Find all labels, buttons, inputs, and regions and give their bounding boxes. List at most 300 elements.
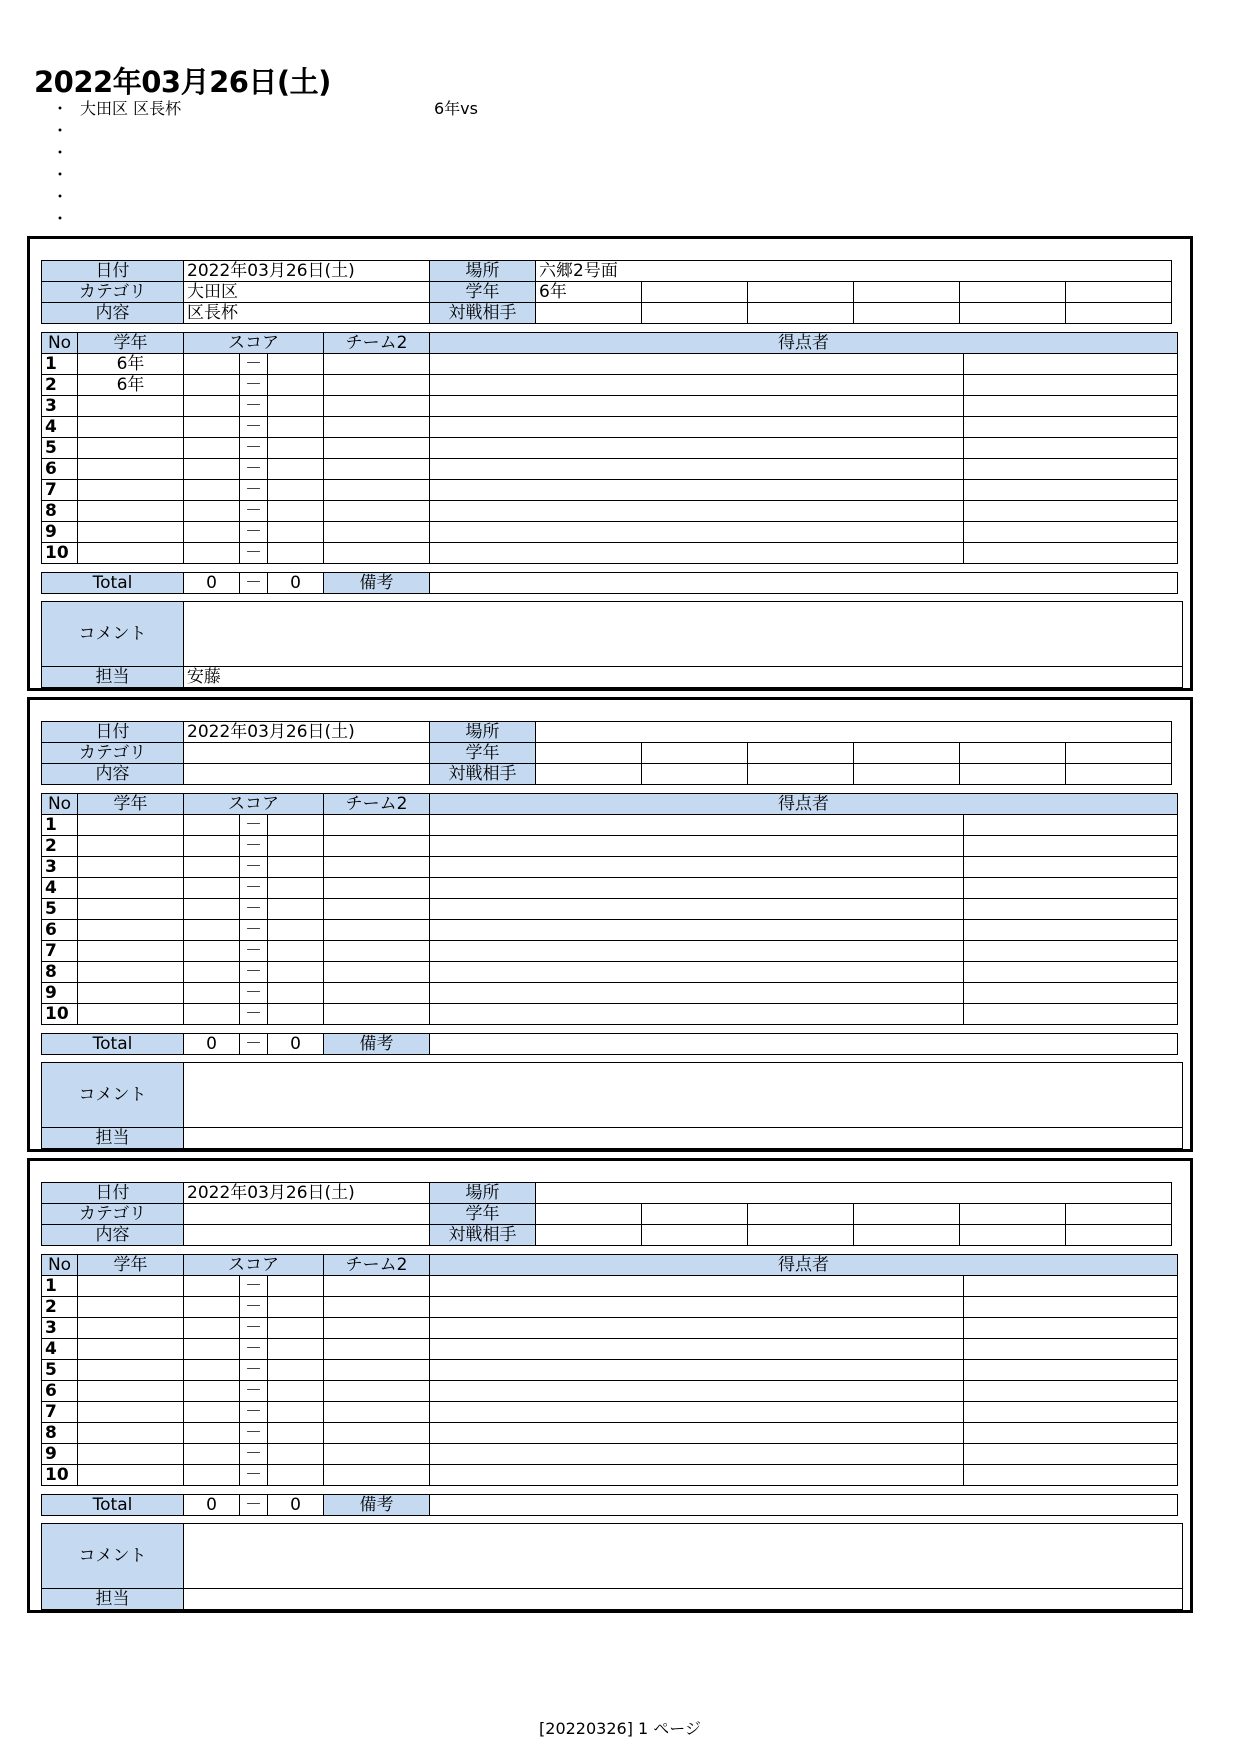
- score-right[interactable]: [268, 962, 324, 983]
- match-grade[interactable]: [78, 522, 184, 543]
- scorer-extra-cell[interactable]: [964, 920, 1178, 941]
- match-grade[interactable]: [78, 1339, 184, 1360]
- opponent-extra-cell[interactable]: [748, 1225, 854, 1246]
- scorer-cell[interactable]: [430, 1318, 964, 1339]
- opponent-extra-cell[interactable]: [1066, 303, 1172, 324]
- team2-cell[interactable]: [324, 878, 430, 899]
- opponent-label: 対戦相手: [430, 764, 536, 785]
- score-right[interactable]: [268, 1402, 324, 1423]
- date-value[interactable]: 2022年03月26日(土): [184, 1183, 430, 1204]
- grade-extra-cell[interactable]: [642, 282, 748, 303]
- table-row: [42, 501, 1178, 522]
- team2-cell[interactable]: [324, 417, 430, 438]
- match-grade[interactable]: [78, 1297, 184, 1318]
- score-dash: －: [240, 962, 268, 983]
- score-left[interactable]: [184, 438, 240, 459]
- grade-extra-cell[interactable]: [960, 1204, 1066, 1225]
- match-grade[interactable]: [78, 1381, 184, 1402]
- table-row: [42, 1360, 1178, 1381]
- grade-extra-cell[interactable]: [1066, 282, 1172, 303]
- score-right[interactable]: [268, 1444, 324, 1465]
- grade-extra-cell[interactable]: [960, 282, 1066, 303]
- team2-cell[interactable]: [324, 1276, 430, 1297]
- opponent-extra-cell[interactable]: [642, 1225, 748, 1246]
- scorer-extra-cell[interactable]: [964, 962, 1178, 983]
- score-right[interactable]: [268, 375, 324, 396]
- match-grade[interactable]: [78, 1318, 184, 1339]
- scorer-cell[interactable]: [430, 857, 964, 878]
- scorer-extra-cell[interactable]: [964, 815, 1178, 836]
- team2-cell[interactable]: [324, 396, 430, 417]
- category-label: カテゴリ: [42, 282, 184, 303]
- score-left[interactable]: [184, 1318, 240, 1339]
- score-right[interactable]: [268, 354, 324, 375]
- score-right[interactable]: [268, 920, 324, 941]
- table-row: [42, 962, 1178, 983]
- score-right[interactable]: [268, 878, 324, 899]
- team2-cell[interactable]: [324, 1423, 430, 1444]
- score-left[interactable]: [184, 962, 240, 983]
- score-right[interactable]: [268, 396, 324, 417]
- scorer-extra-cell[interactable]: [964, 1381, 1178, 1402]
- opponent-extra-cell[interactable]: [748, 303, 854, 324]
- team2-cell[interactable]: [324, 941, 430, 962]
- score-left[interactable]: [184, 836, 240, 857]
- table-row: [42, 1402, 1178, 1423]
- match-grade[interactable]: [78, 857, 184, 878]
- scorer-cell[interactable]: [430, 1402, 964, 1423]
- score-right[interactable]: [268, 1339, 324, 1360]
- score-right[interactable]: [268, 836, 324, 857]
- match-grade[interactable]: [78, 396, 184, 417]
- opponent-extra-cell[interactable]: [642, 303, 748, 324]
- team2-cell[interactable]: [324, 1360, 430, 1381]
- scorer-cell[interactable]: [430, 836, 964, 857]
- score-dash: －: [240, 941, 268, 962]
- score-right[interactable]: [268, 438, 324, 459]
- team2-cell[interactable]: [324, 1004, 430, 1025]
- scorer-extra-cell[interactable]: [964, 1360, 1178, 1381]
- match-no: 7: [42, 480, 78, 501]
- category-value[interactable]: 大田区: [184, 282, 430, 303]
- match-grade[interactable]: 6年: [78, 354, 184, 375]
- table-row: [42, 1444, 1178, 1465]
- team2-cell[interactable]: [324, 375, 430, 396]
- opponent-label: 対戦相手: [430, 303, 536, 324]
- score-left[interactable]: [184, 543, 240, 564]
- team2-cell[interactable]: [324, 1318, 430, 1339]
- opponent-extra-cell[interactable]: [960, 1225, 1066, 1246]
- category-label: カテゴリ: [42, 1204, 184, 1225]
- scorer-cell[interactable]: [430, 522, 964, 543]
- scorer-extra-cell[interactable]: [964, 1297, 1178, 1318]
- team2-cell[interactable]: [324, 480, 430, 501]
- score-left[interactable]: [184, 417, 240, 438]
- date-label: 日付: [42, 261, 184, 282]
- score-right[interactable]: [268, 1318, 324, 1339]
- score-left[interactable]: [184, 983, 240, 1004]
- scorer-cell[interactable]: [430, 899, 964, 920]
- col-score: スコア: [184, 1255, 324, 1276]
- score-right[interactable]: [268, 501, 324, 522]
- scorer-extra-cell[interactable]: [964, 1318, 1178, 1339]
- match-grade[interactable]: [78, 480, 184, 501]
- scorer-extra-cell[interactable]: [964, 1423, 1178, 1444]
- score-left[interactable]: [184, 522, 240, 543]
- score-dash: －: [240, 1423, 268, 1444]
- scorer-cell[interactable]: [430, 1381, 964, 1402]
- match-grade[interactable]: [78, 941, 184, 962]
- score-left[interactable]: [184, 1297, 240, 1318]
- content-value[interactable]: 区長杯: [184, 303, 430, 324]
- scorer-extra-cell[interactable]: [964, 459, 1178, 480]
- score-left[interactable]: [184, 899, 240, 920]
- match-grade[interactable]: [78, 815, 184, 836]
- opponent-extra-cell[interactable]: [960, 303, 1066, 324]
- totals-table: [41, 1494, 1178, 1516]
- table-row: [42, 543, 1178, 564]
- score-left[interactable]: [184, 1423, 240, 1444]
- scorer-cell[interactable]: [430, 1360, 964, 1381]
- place-value[interactable]: [536, 1183, 1172, 1204]
- category-value[interactable]: [184, 1204, 430, 1225]
- scorer-extra-cell[interactable]: [964, 438, 1178, 459]
- scorer-cell[interactable]: [430, 878, 964, 899]
- scorer-extra-cell[interactable]: [964, 543, 1178, 564]
- scorer-extra-cell[interactable]: [964, 857, 1178, 878]
- score-right[interactable]: [268, 1297, 324, 1318]
- opponent-extra-cell[interactable]: [1066, 764, 1172, 785]
- scorer-cell[interactable]: [430, 459, 964, 480]
- team2-cell[interactable]: [324, 543, 430, 564]
- score-dash: －: [240, 815, 268, 836]
- remarks-value[interactable]: [430, 1034, 1178, 1055]
- table-row: [42, 1465, 1178, 1486]
- scorer-cell[interactable]: [430, 920, 964, 941]
- score-left[interactable]: [184, 1004, 240, 1025]
- scorer-extra-cell[interactable]: [964, 417, 1178, 438]
- remarks-value[interactable]: [430, 1495, 1178, 1516]
- match-grade[interactable]: [78, 1444, 184, 1465]
- match-grade[interactable]: 6年: [78, 375, 184, 396]
- team2-cell[interactable]: [324, 962, 430, 983]
- scorer-cell[interactable]: [430, 501, 964, 522]
- grade-extra-cell[interactable]: [854, 1204, 960, 1225]
- opponent-value[interactable]: [536, 1225, 642, 1246]
- scorer-extra-cell[interactable]: [964, 396, 1178, 417]
- team2-cell[interactable]: [324, 1444, 430, 1465]
- opponent-extra-cell[interactable]: [854, 764, 960, 785]
- scorer-cell[interactable]: [430, 983, 964, 1004]
- scorer-cell[interactable]: [430, 354, 964, 375]
- page-footer: [20220326] 1 ページ: [539, 1719, 701, 1738]
- scorer-extra-cell[interactable]: [964, 375, 1178, 396]
- scorer-extra-cell[interactable]: [964, 522, 1178, 543]
- team2-cell[interactable]: [324, 920, 430, 941]
- opponent-extra-cell[interactable]: [960, 764, 1066, 785]
- match-no: 6: [42, 459, 78, 480]
- table-row: [42, 522, 1178, 543]
- scorer-cell[interactable]: [430, 1276, 964, 1297]
- score-left[interactable]: [184, 501, 240, 522]
- team2-cell[interactable]: [324, 1381, 430, 1402]
- team2-cell[interactable]: [324, 857, 430, 878]
- score-left[interactable]: [184, 1276, 240, 1297]
- date-value[interactable]: 2022年03月26日(土): [184, 722, 430, 743]
- score-left[interactable]: [184, 459, 240, 480]
- match-grade[interactable]: [78, 1276, 184, 1297]
- person-value[interactable]: [183, 1128, 1182, 1149]
- table-header-row: [42, 333, 1178, 354]
- opponent-extra-cell[interactable]: [854, 303, 960, 324]
- grade-extra-cell[interactable]: [642, 743, 748, 764]
- place-value[interactable]: 六郷2号面: [536, 261, 1172, 282]
- score-left[interactable]: [184, 878, 240, 899]
- person-label: 担当: [42, 667, 184, 688]
- match-no: 3: [42, 857, 78, 878]
- scorer-extra-cell[interactable]: [964, 899, 1178, 920]
- grade-extra-cell[interactable]: [642, 1204, 748, 1225]
- match-grade[interactable]: [78, 501, 184, 522]
- place-value[interactable]: [536, 722, 1172, 743]
- grade-value[interactable]: [536, 743, 642, 764]
- place-label: 場所: [430, 1183, 536, 1204]
- scorer-cell[interactable]: [430, 1444, 964, 1465]
- match-grade[interactable]: [78, 962, 184, 983]
- comment-value[interactable]: [183, 602, 1182, 667]
- score-dash: －: [240, 1360, 268, 1381]
- grade-value[interactable]: [536, 1204, 642, 1225]
- score-right[interactable]: [268, 815, 324, 836]
- scorer-extra-cell[interactable]: [964, 354, 1178, 375]
- total-label: Total: [42, 1495, 184, 1516]
- opponent-extra-cell[interactable]: [854, 1225, 960, 1246]
- score-right[interactable]: [268, 899, 324, 920]
- opponent-extra-cell[interactable]: [1066, 1225, 1172, 1246]
- person-value[interactable]: [183, 1589, 1182, 1610]
- comment-value[interactable]: [183, 1063, 1182, 1128]
- score-left[interactable]: [184, 1465, 240, 1486]
- col-team2: チーム2: [324, 794, 430, 815]
- score-dash: －: [240, 543, 268, 564]
- match-no: 9: [42, 983, 78, 1004]
- scorer-extra-cell[interactable]: [964, 878, 1178, 899]
- grade-extra-cell[interactable]: [748, 743, 854, 764]
- score-right[interactable]: [268, 480, 324, 501]
- score-right[interactable]: [268, 1004, 324, 1025]
- scorer-cell[interactable]: [430, 438, 964, 459]
- content-label: 内容: [42, 303, 184, 324]
- match-no: 2: [42, 836, 78, 857]
- scorer-extra-cell[interactable]: [964, 480, 1178, 501]
- scorer-cell[interactable]: [430, 1465, 964, 1486]
- score-left[interactable]: [184, 1402, 240, 1423]
- score-dash: －: [240, 983, 268, 1004]
- match-no: 10: [42, 543, 78, 564]
- team2-cell[interactable]: [324, 1465, 430, 1486]
- score-right[interactable]: [268, 1423, 324, 1444]
- remarks-label: 備考: [324, 1495, 430, 1516]
- grade-extra-cell[interactable]: [1066, 1204, 1172, 1225]
- comment-value[interactable]: [183, 1524, 1182, 1589]
- col-grade: 学年: [78, 794, 184, 815]
- team2-cell[interactable]: [324, 815, 430, 836]
- score-dash: －: [240, 878, 268, 899]
- scorer-extra-cell[interactable]: [964, 1276, 1178, 1297]
- score-left[interactable]: [184, 1444, 240, 1465]
- match-grade[interactable]: [78, 1423, 184, 1444]
- match-no: 6: [42, 1381, 78, 1402]
- team2-cell[interactable]: [324, 899, 430, 920]
- score-left[interactable]: [184, 920, 240, 941]
- scorer-cell[interactable]: [430, 962, 964, 983]
- content-value[interactable]: [184, 1225, 430, 1246]
- col-team2: チーム2: [324, 333, 430, 354]
- match-grade[interactable]: [78, 899, 184, 920]
- scorer-cell[interactable]: [430, 417, 964, 438]
- scorer-cell[interactable]: [430, 1423, 964, 1444]
- team2-cell[interactable]: [324, 1339, 430, 1360]
- scorer-extra-cell[interactable]: [964, 1339, 1178, 1360]
- scorer-extra-cell[interactable]: [964, 1444, 1178, 1465]
- match-grade[interactable]: [78, 983, 184, 1004]
- scorer-cell[interactable]: [430, 815, 964, 836]
- team2-cell[interactable]: [324, 1402, 430, 1423]
- table-row: [42, 1339, 1178, 1360]
- scorer-cell[interactable]: [430, 375, 964, 396]
- score-right[interactable]: [268, 1465, 324, 1486]
- score-right[interactable]: [268, 543, 324, 564]
- match-no: 4: [42, 878, 78, 899]
- grade-extra-cell[interactable]: [1066, 743, 1172, 764]
- score-dash: －: [240, 1402, 268, 1423]
- score-left[interactable]: [184, 857, 240, 878]
- match-grade[interactable]: [78, 438, 184, 459]
- score-right[interactable]: [268, 857, 324, 878]
- col-grade: 学年: [78, 333, 184, 354]
- match-no: 8: [42, 1423, 78, 1444]
- score-left[interactable]: [184, 375, 240, 396]
- team2-cell[interactable]: [324, 501, 430, 522]
- match-grade[interactable]: [78, 1360, 184, 1381]
- match-grade[interactable]: [78, 459, 184, 480]
- team2-cell[interactable]: [324, 1297, 430, 1318]
- team2-cell[interactable]: [324, 522, 430, 543]
- match-grade[interactable]: [78, 1402, 184, 1423]
- match-grade[interactable]: [78, 543, 184, 564]
- score-left[interactable]: [184, 941, 240, 962]
- scorer-extra-cell[interactable]: [964, 501, 1178, 522]
- match-grade[interactable]: [78, 1004, 184, 1025]
- scorer-cell[interactable]: [430, 1004, 964, 1025]
- scorer-extra-cell[interactable]: [964, 836, 1178, 857]
- team2-cell[interactable]: [324, 354, 430, 375]
- grade-extra-cell[interactable]: [854, 743, 960, 764]
- match-grade[interactable]: [78, 417, 184, 438]
- score-right[interactable]: [268, 1276, 324, 1297]
- grade-extra-cell[interactable]: [960, 743, 1066, 764]
- score-left[interactable]: [184, 396, 240, 417]
- score-dash: －: [240, 1444, 268, 1465]
- match-no: 1: [42, 1276, 78, 1297]
- opponent-value[interactable]: [536, 764, 642, 785]
- match-grade[interactable]: [78, 920, 184, 941]
- grade-label: 学年: [430, 1204, 536, 1225]
- grade-label: 学年: [430, 743, 536, 764]
- team2-cell[interactable]: [324, 459, 430, 480]
- score-left[interactable]: [184, 815, 240, 836]
- scorer-extra-cell[interactable]: [964, 941, 1178, 962]
- score-left[interactable]: [184, 1381, 240, 1402]
- scorer-cell[interactable]: [430, 396, 964, 417]
- team2-cell[interactable]: [324, 983, 430, 1004]
- content-value[interactable]: [184, 764, 430, 785]
- bullet-dot: ・: [52, 187, 69, 206]
- score-left[interactable]: [184, 480, 240, 501]
- person-value[interactable]: 安藤: [183, 667, 1182, 688]
- scorer-cell[interactable]: [430, 480, 964, 501]
- category-value[interactable]: [184, 743, 430, 764]
- match-grade[interactable]: [78, 836, 184, 857]
- opponent-extra-cell[interactable]: [642, 764, 748, 785]
- score-right[interactable]: [268, 1381, 324, 1402]
- comment-label: コメント: [42, 602, 184, 667]
- opponent-extra-cell[interactable]: [748, 764, 854, 785]
- score-left[interactable]: [184, 1360, 240, 1381]
- date-value[interactable]: 2022年03月26日(土): [184, 261, 430, 282]
- scorer-extra-cell[interactable]: [964, 1402, 1178, 1423]
- match-no: 9: [42, 1444, 78, 1465]
- scorer-extra-cell[interactable]: [964, 1004, 1178, 1025]
- team2-cell[interactable]: [324, 836, 430, 857]
- match-no: 2: [42, 1297, 78, 1318]
- scorer-cell[interactable]: [430, 543, 964, 564]
- scorer-cell[interactable]: [430, 1297, 964, 1318]
- score-right[interactable]: [268, 522, 324, 543]
- date-label: 日付: [42, 722, 184, 743]
- grade-extra-cell[interactable]: [854, 282, 960, 303]
- scorer-cell[interactable]: [430, 1339, 964, 1360]
- opponent-value[interactable]: [536, 303, 642, 324]
- score-left[interactable]: [184, 354, 240, 375]
- bullet-dot: ・: [52, 121, 69, 140]
- score-right[interactable]: [268, 417, 324, 438]
- score-right[interactable]: [268, 983, 324, 1004]
- total-dash: －: [240, 1495, 268, 1516]
- table-row: [42, 1004, 1178, 1025]
- match-no: 4: [42, 417, 78, 438]
- scorer-extra-cell[interactable]: [964, 1465, 1178, 1486]
- scorer-extra-cell[interactable]: [964, 983, 1178, 1004]
- match-grade[interactable]: [78, 878, 184, 899]
- grade-extra-cell[interactable]: [748, 1204, 854, 1225]
- team2-cell[interactable]: [324, 438, 430, 459]
- score-right[interactable]: [268, 941, 324, 962]
- grade-value[interactable]: 6年: [536, 282, 642, 303]
- score-right[interactable]: [268, 1360, 324, 1381]
- comment-table: [41, 601, 1183, 688]
- match-grade[interactable]: [78, 1465, 184, 1486]
- col-no: No: [42, 1255, 78, 1276]
- scorer-cell[interactable]: [430, 941, 964, 962]
- score-left[interactable]: [184, 1339, 240, 1360]
- remarks-value[interactable]: [430, 573, 1178, 594]
- table-row: [42, 878, 1178, 899]
- opponent-label: 対戦相手: [430, 1225, 536, 1246]
- score-right[interactable]: [268, 459, 324, 480]
- content-label: 内容: [42, 764, 184, 785]
- grade-extra-cell[interactable]: [748, 282, 854, 303]
